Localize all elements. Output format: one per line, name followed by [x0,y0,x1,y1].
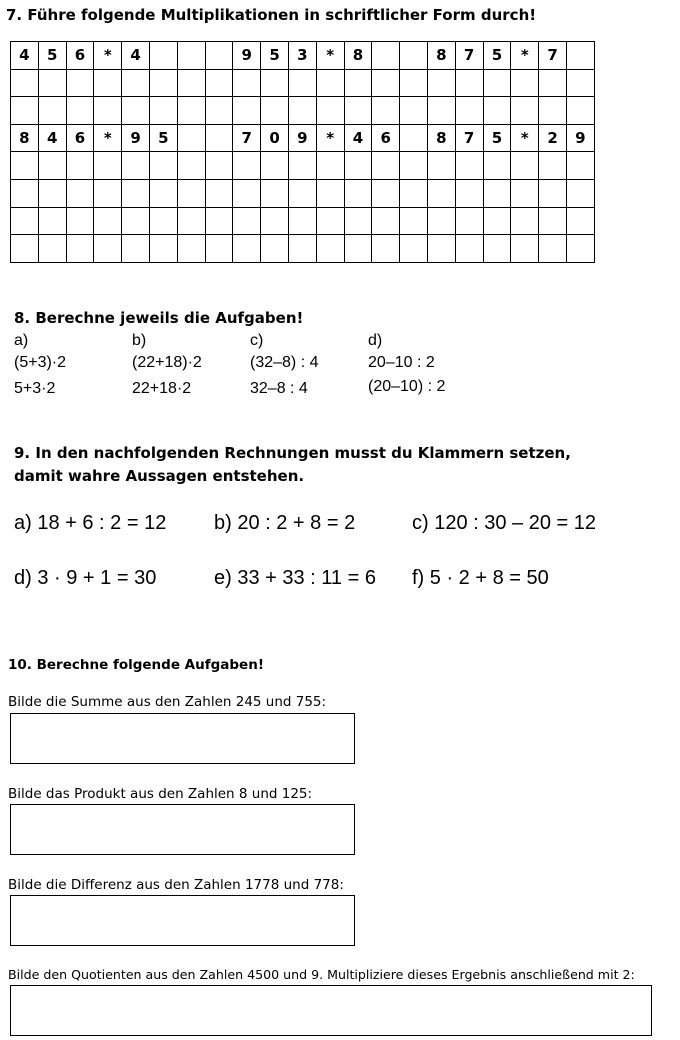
grid-cell[interactable] [177,207,205,235]
grid-cell[interactable] [94,152,122,180]
grid-cell[interactable] [122,179,150,207]
grid-cell[interactable]: 9 [288,124,316,152]
task8-label-c: c) [250,332,264,349]
grid-cell[interactable]: 5 [261,42,289,70]
grid-cell[interactable] [372,97,400,125]
grid-row [11,235,595,263]
grid-cell[interactable] [566,69,594,97]
grid-cell[interactable] [372,207,400,235]
grid-cell[interactable] [122,97,150,125]
task7-heading: 7. Führe folgende Multiplikationen in schriftlicher Form durch! [6,6,537,24]
grid-cell[interactable]: 8 [344,42,372,70]
grid-cell[interactable] [149,207,177,235]
grid-cell[interactable] [94,235,122,263]
grid-cell[interactable] [177,152,205,180]
grid-cell[interactable] [372,42,400,70]
grid-cell[interactable]: 7 [539,42,567,70]
grid-cell[interactable]: 2 [539,124,567,152]
grid-cell[interactable] [400,207,428,235]
grid-cell[interactable] [288,179,316,207]
grid-cell[interactable]: 4 [38,124,66,152]
grid-cell[interactable] [205,97,233,125]
task8-c-line2: 32–8 : 4 [250,380,308,397]
grid-cell[interactable] [66,235,94,263]
grid-cell[interactable] [483,97,511,125]
grid-cell[interactable] [483,235,511,263]
grid-cell[interactable]: * [316,124,344,152]
grid-cell[interactable] [205,42,233,70]
grid-cell[interactable] [344,207,372,235]
grid-cell[interactable]: 6 [66,124,94,152]
grid-cell[interactable] [288,69,316,97]
grid-cell[interactable] [38,97,66,125]
grid-cell[interactable] [566,179,594,207]
grid-cell[interactable]: 8 [11,124,39,152]
grid-cell[interactable] [511,207,539,235]
grid-cell[interactable] [149,69,177,97]
grid-cell[interactable] [261,97,289,125]
grid-cell[interactable] [11,207,39,235]
grid-cell[interactable] [233,97,261,125]
grid-cell[interactable] [11,235,39,263]
answer-box-quotient[interactable] [10,985,652,1036]
grid-cell[interactable] [122,152,150,180]
task9-item-f: f) 5 · 2 + 8 = 50 [412,567,549,589]
grid-cell[interactable] [66,69,94,97]
grid-cell[interactable] [566,207,594,235]
grid-cell[interactable] [316,207,344,235]
grid-cell[interactable] [539,179,567,207]
grid-cell[interactable] [11,69,39,97]
grid-cell[interactable] [66,152,94,180]
grid-cell[interactable]: 5 [149,124,177,152]
grid-row [11,207,595,235]
grid-cell[interactable] [372,179,400,207]
grid-cell[interactable] [455,69,483,97]
task8-d-line2: (20–10) : 2 [368,378,446,395]
grid-cell[interactable] [177,124,205,152]
grid-cell[interactable] [94,207,122,235]
grid-row [11,69,595,97]
task9-item-a: a) 18 + 6 : 2 = 12 [14,512,167,534]
grid-cell[interactable] [288,152,316,180]
grid-cell[interactable]: 0 [261,124,289,152]
grid-cell[interactable] [511,179,539,207]
grid-cell[interactable] [372,69,400,97]
task8-d-line1: 20–10 : 2 [368,354,435,371]
task9-heading-line2: damit wahre Aussagen entstehen. [14,467,305,485]
task9-item-e: e) 33 + 33 : 11 = 6 [214,567,376,589]
grid-cell[interactable] [261,69,289,97]
grid-cell[interactable] [38,179,66,207]
grid-cell[interactable] [539,207,567,235]
grid-cell[interactable]: 7 [455,124,483,152]
grid-cell[interactable] [400,179,428,207]
grid-cell[interactable] [233,207,261,235]
grid-row [11,124,595,152]
grid-cell[interactable] [316,69,344,97]
grid-cell[interactable]: * [511,42,539,70]
grid-cell[interactable] [261,179,289,207]
task9-item-d: d) 3 · 9 + 1 = 30 [14,567,157,589]
grid-cell[interactable] [372,235,400,263]
grid-cell[interactable] [11,152,39,180]
answer-box-difference[interactable] [10,895,355,946]
answer-box-product[interactable] [10,804,355,855]
grid-cell[interactable] [566,152,594,180]
grid-cell[interactable] [344,97,372,125]
grid-cell[interactable]: 4 [122,42,150,70]
grid-cell[interactable] [344,69,372,97]
task8-heading: 8. Berechne jeweils die Aufgaben! [14,309,304,327]
grid-cell[interactable]: 5 [38,42,66,70]
grid-cell[interactable] [455,207,483,235]
grid-cell[interactable] [38,152,66,180]
grid-cell[interactable] [400,235,428,263]
task10-prompt-difference: Bilde die Differenz aus den Zahlen 1778 und 778: [8,877,344,893]
grid-cell[interactable]: 3 [288,42,316,70]
grid-cell[interactable] [94,97,122,125]
grid-cell[interactable] [511,97,539,125]
grid-cell[interactable] [427,207,455,235]
grid-cell[interactable] [288,97,316,125]
grid-cell[interactable] [66,179,94,207]
grid-cell[interactable] [483,179,511,207]
task9-heading-line1: 9. In den nachfolgenden Rechnungen musst du Klammern setzen, [14,444,571,462]
grid-cell[interactable] [233,69,261,97]
grid-cell[interactable] [344,179,372,207]
grid-cell[interactable] [149,152,177,180]
grid-cell[interactable] [400,124,428,152]
answer-box-sum[interactable] [10,713,355,764]
grid-cell[interactable] [483,152,511,180]
grid-cell[interactable]: 9 [233,42,261,70]
grid-cell[interactable] [539,97,567,125]
grid-cell[interactable] [400,42,428,70]
grid-cell[interactable] [177,179,205,207]
grid-cell[interactable] [149,97,177,125]
grid-cell[interactable] [11,179,39,207]
grid-cell[interactable] [38,235,66,263]
grid-cell[interactable] [177,97,205,125]
task8-label-b: b) [132,332,147,349]
grid-cell[interactable] [316,235,344,263]
grid-cell[interactable] [205,152,233,180]
grid-cell[interactable] [94,69,122,97]
grid-cell[interactable] [566,235,594,263]
grid-cell[interactable]: 7 [233,124,261,152]
grid-cell[interactable]: 9 [122,124,150,152]
multiplication-grid [10,41,595,263]
task9-item-b: b) 20 : 2 + 8 = 2 [214,512,356,534]
grid-cell[interactable] [205,207,233,235]
grid-cell[interactable] [66,97,94,125]
grid-cell[interactable] [400,97,428,125]
grid-cell[interactable]: 8 [427,42,455,70]
grid-row [11,152,595,180]
grid-cell[interactable] [511,69,539,97]
grid-cell[interactable] [149,179,177,207]
task10-prompt-sum: Bilde die Summe aus den Zahlen 245 und 755: [8,694,327,710]
task8-label-a: a) [14,332,29,349]
grid-cell[interactable] [400,69,428,97]
grid-cell[interactable] [149,235,177,263]
task10-prompt-product: Bilde das Produkt aus den Zahlen 8 und 125: [8,786,313,802]
grid-cell[interactable] [511,235,539,263]
grid-cell[interactable] [94,179,122,207]
grid-cell[interactable] [455,97,483,125]
task10-prompt-quotient: Bilde den Quotienten aus den Zahlen 4500 und 9. Multipliziere dieses Ergebnis anschließend mit 2: [8,967,635,982]
grid-cell[interactable] [316,152,344,180]
grid-cell[interactable] [122,235,150,263]
grid-cell[interactable]: 9 [566,124,594,152]
grid-cell[interactable] [233,152,261,180]
grid-cell[interactable] [288,207,316,235]
grid-cell[interactable] [177,69,205,97]
grid-cell[interactable] [177,42,205,70]
grid-cell[interactable] [427,179,455,207]
grid-cell[interactable]: 4 [344,124,372,152]
grid-cell[interactable] [455,179,483,207]
grid-cell[interactable] [288,235,316,263]
grid-cell[interactable] [427,152,455,180]
grid-cell[interactable] [455,235,483,263]
grid-cell[interactable] [233,179,261,207]
grid-cell[interactable] [11,97,39,125]
grid-cell[interactable] [539,235,567,263]
grid-cell[interactable]: 4 [11,42,39,70]
task8-b-line2: 22+18·2 [132,380,192,397]
grid-cell[interactable] [122,207,150,235]
grid-cell[interactable]: 7 [455,42,483,70]
grid-cell[interactable] [455,152,483,180]
grid-cell[interactable] [566,97,594,125]
grid-cell[interactable] [566,42,594,70]
grid-cell[interactable] [427,97,455,125]
grid-cell[interactable]: 5 [483,42,511,70]
grid-cell[interactable]: 8 [427,124,455,152]
grid-cell[interactable] [316,179,344,207]
task8-b-line1: (22+18)·2 [132,354,202,371]
grid-cell[interactable] [122,69,150,97]
grid-cell[interactable] [233,235,261,263]
grid-cell[interactable]: * [94,42,122,70]
grid-cell[interactable] [261,235,289,263]
grid-cell[interactable] [205,179,233,207]
grid-cell[interactable] [427,69,455,97]
grid-cell[interactable] [539,152,567,180]
task8-label-d: d) [368,332,383,349]
grid-cell[interactable] [344,152,372,180]
grid-cell[interactable] [205,235,233,263]
task8-c-line1: (32–8) : 4 [250,354,319,371]
grid-cell[interactable] [483,69,511,97]
grid-cell[interactable] [261,207,289,235]
grid-cell[interactable] [66,207,94,235]
grid-cell[interactable]: * [94,124,122,152]
task8-a-line1: (5+3)·2 [14,354,67,371]
grid-cell[interactable] [177,235,205,263]
task10-heading: 10. Berechne folgende Aufgaben! [8,657,264,673]
grid-cell[interactable] [261,152,289,180]
grid-cell[interactable] [205,124,233,152]
grid-cell[interactable] [38,207,66,235]
grid-cell[interactable]: 6 [372,124,400,152]
grid-cell[interactable] [539,69,567,97]
grid-cell[interactable]: * [316,42,344,70]
grid-cell[interactable] [372,152,400,180]
grid-cell[interactable]: * [511,124,539,152]
task9-item-c: c) 120 : 30 – 20 = 12 [412,512,597,534]
grid-cell[interactable] [149,42,177,70]
grid-cell[interactable] [38,69,66,97]
grid-cell[interactable]: 6 [66,42,94,70]
grid-row [11,179,595,207]
grid-row [11,97,595,125]
grid-cell[interactable]: 5 [483,124,511,152]
grid-row [11,42,595,70]
grid-cell[interactable] [316,97,344,125]
grid-cell[interactable] [483,207,511,235]
grid-cell[interactable] [344,235,372,263]
grid-cell[interactable] [205,69,233,97]
grid-cell[interactable] [427,235,455,263]
grid-cell[interactable] [400,152,428,180]
task8-a-line2: 5+3·2 [14,380,56,397]
grid-cell[interactable] [511,152,539,180]
